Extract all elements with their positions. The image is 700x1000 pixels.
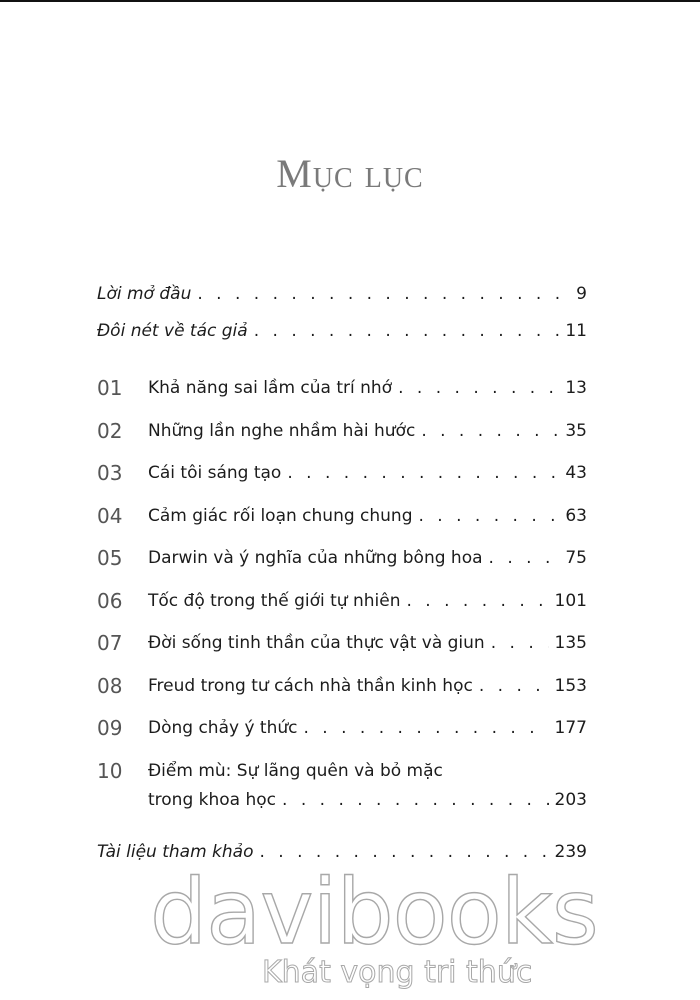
toc-entry-label: Tốc độ trong thế giới tự nhiên [148,591,401,611]
toc-entry-page: 153 [554,676,587,696]
toc-entry-chapter-08[interactable] [148,676,587,696]
toc-entry-page: 35 [565,421,587,441]
toc-entry-label: Khả năng sai lầm của trí nhớ [148,378,393,398]
toc-entry-page: 203 [554,790,587,810]
toc-entry-label: Freud trong tư cách nhà thần kinh học [148,676,473,696]
toc-entry-page: 75 [565,548,587,568]
chapter-number: 04 [97,504,123,528]
toc-entry-chapter-01[interactable] [148,378,587,398]
dot-leader [304,718,549,738]
toc-entry-page: 101 [554,591,587,611]
toc-entry-page: 63 [565,506,587,526]
toc-entry-page: 239 [554,842,587,862]
toc-entry-label: Darwin và ý nghĩa của những bông hoa [148,548,483,568]
toc-entry-label: Đôi nét về tác giả [97,321,248,341]
watermark-slogan: Khát vọng tri thức [262,955,533,990]
chapter-number: 03 [97,461,123,485]
toc-entry-chapter-02[interactable] [148,421,587,441]
toc-entry-chapter-03[interactable] [148,463,587,483]
toc-entry-label: Những lần nghe nhầm hài hước [148,421,416,441]
dot-leader [282,790,549,810]
toc-entry-chapter-04[interactable] [148,506,587,526]
dot-leader [398,378,559,398]
toc-entry-label: Dòng chảy ý thức [148,718,298,738]
toc-entry-chapter-07[interactable] [148,633,587,653]
chapter-number: 06 [97,589,123,613]
dot-leader [197,284,570,304]
toc-entry-chapter-06[interactable] [148,591,587,611]
toc-entry-chapter-09[interactable] [148,718,587,738]
chapter-number: 02 [97,419,123,443]
toc-entry-label: Đời sống tinh thần của thực vật và giun [148,633,485,653]
watermark-brand: davibooks [150,860,598,965]
toc-entry-about-author[interactable] [97,321,587,341]
toc-entry-page: 13 [565,378,587,398]
dot-leader [421,421,559,441]
toc-entry-chapter-10[interactable] [148,790,587,810]
toc-entry-chapter-05[interactable] [148,548,587,568]
dot-leader [479,676,549,696]
toc-entry-page: 11 [565,321,587,341]
toc-entry-references[interactable] [97,842,587,862]
toc-entry-foreword[interactable] [97,284,587,304]
toc-entry-label: trong khoa học [148,790,277,810]
chapter-number: 08 [97,674,123,698]
dot-leader [260,842,549,862]
toc-entry-page: 177 [554,718,587,738]
dot-leader [489,548,560,568]
chapter-number: 07 [97,631,123,655]
toc-entry-label: Cảm giác rối loạn chung chung [148,506,413,526]
toc-entry-label: Cái tôi sáng tạo [148,463,282,483]
dot-leader [254,321,560,341]
chapter-number: 09 [97,716,123,740]
toc-entry-label: Tài liệu tham khảo [97,842,254,862]
dot-leader [419,506,560,526]
toc-entry-page: 43 [565,463,587,483]
chapter-number: 05 [97,546,123,570]
chapter-number: 10 [97,759,123,783]
page-title: Mục lục [276,151,424,196]
dot-leader [287,463,559,483]
chapter-number: 01 [97,376,123,400]
dot-leader [491,633,549,653]
toc-entry-label-line1: Điểm mù: Sự lãng quên và bỏ mặc [148,761,443,781]
dot-leader [406,591,548,611]
toc-entry-page: 9 [576,284,587,304]
toc-entry-page: 135 [554,633,587,653]
top-border [0,0,700,2]
toc-entry-label: Lời mở đầu [97,284,192,304]
